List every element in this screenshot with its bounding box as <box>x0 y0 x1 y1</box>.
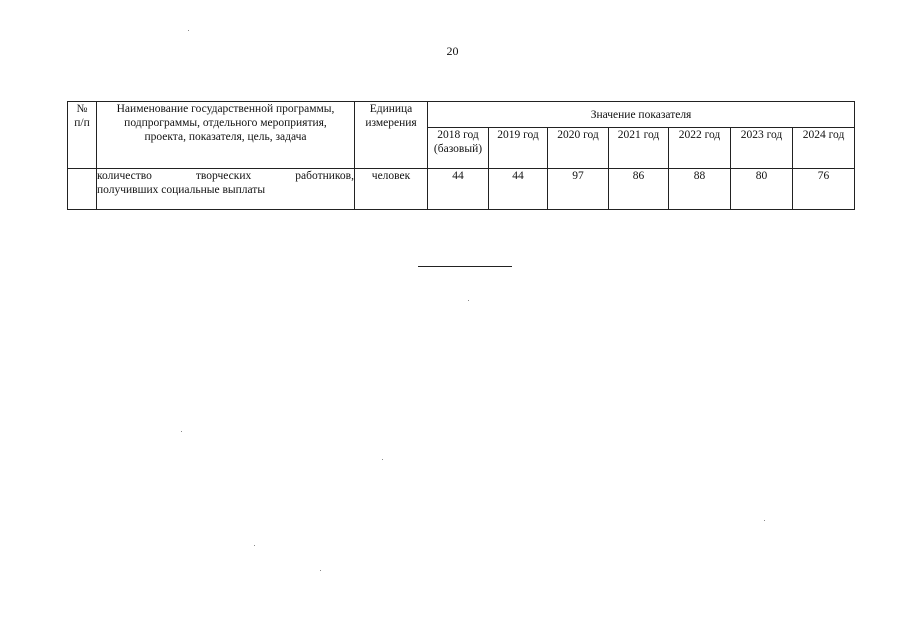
page-number: 20 <box>446 44 459 58</box>
scan-speck <box>468 300 469 301</box>
header-number-line1: № <box>76 103 88 115</box>
row-indicator-name <box>97 169 355 210</box>
header-year-2024 <box>793 128 855 169</box>
header-year-label: 2020 год <box>557 129 599 141</box>
header-unit <box>355 102 428 169</box>
header-year-2023 <box>731 128 793 169</box>
scan-speck <box>320 570 321 571</box>
header-name <box>97 102 355 169</box>
header-name-line3: проекта, показателя, цель, задача <box>144 131 307 143</box>
header-year-label: 2022 год <box>678 129 721 141</box>
header-number-line2: п/п <box>74 117 90 129</box>
row-unit: человек <box>355 169 428 210</box>
scan-speck <box>764 520 765 521</box>
table-row <box>68 169 855 210</box>
header-year-label: 2019 год <box>497 129 539 141</box>
name-word: количество <box>97 170 152 182</box>
header-name-line2: подпрограммы, отдельного мероприятия, <box>124 117 327 129</box>
header-year-2019 <box>489 128 548 169</box>
name-word: работников, <box>295 170 354 182</box>
scan-speck <box>382 459 383 460</box>
header-unit-line2: измерения <box>365 117 417 129</box>
header-year-label: 2021 год <box>617 129 660 141</box>
scan-speck <box>188 30 189 31</box>
value-2018: 44 <box>428 169 489 210</box>
value-2023: 80 <box>731 169 793 210</box>
row-indicator-name-line2: получивших социальные выплаты <box>97 184 266 196</box>
header-year-2021 <box>609 128 669 169</box>
scan-speck <box>181 431 182 432</box>
header-name-line1: Наименование государственной программы, <box>116 103 335 115</box>
row-number <box>68 169 97 210</box>
scan-speck <box>254 545 255 546</box>
value-2021: 86 <box>609 169 669 210</box>
value-2024: 76 <box>793 169 855 210</box>
header-year-2018 <box>428 128 489 169</box>
header-year-label: 2023 год <box>740 129 783 141</box>
header-year-label: 2024 год <box>802 129 845 141</box>
header-unit-line1: Единица <box>369 103 413 115</box>
header-row-1 <box>68 102 855 128</box>
closing-divider <box>418 266 512 267</box>
value-2020: 97 <box>548 169 609 210</box>
value-2019: 44 <box>489 169 548 210</box>
row-indicator-name-line1 <box>97 169 354 183</box>
header-number <box>68 102 97 169</box>
value-2022: 88 <box>669 169 731 210</box>
indicator-table <box>67 101 855 210</box>
name-word: творческих <box>195 170 252 182</box>
header-values-group: Значение показателя <box>428 102 855 128</box>
header-year-note: (базовый) <box>433 143 483 155</box>
header-year-2020 <box>548 128 609 169</box>
header-year-label: 2018 год <box>437 129 479 141</box>
header-year-2022 <box>669 128 731 169</box>
